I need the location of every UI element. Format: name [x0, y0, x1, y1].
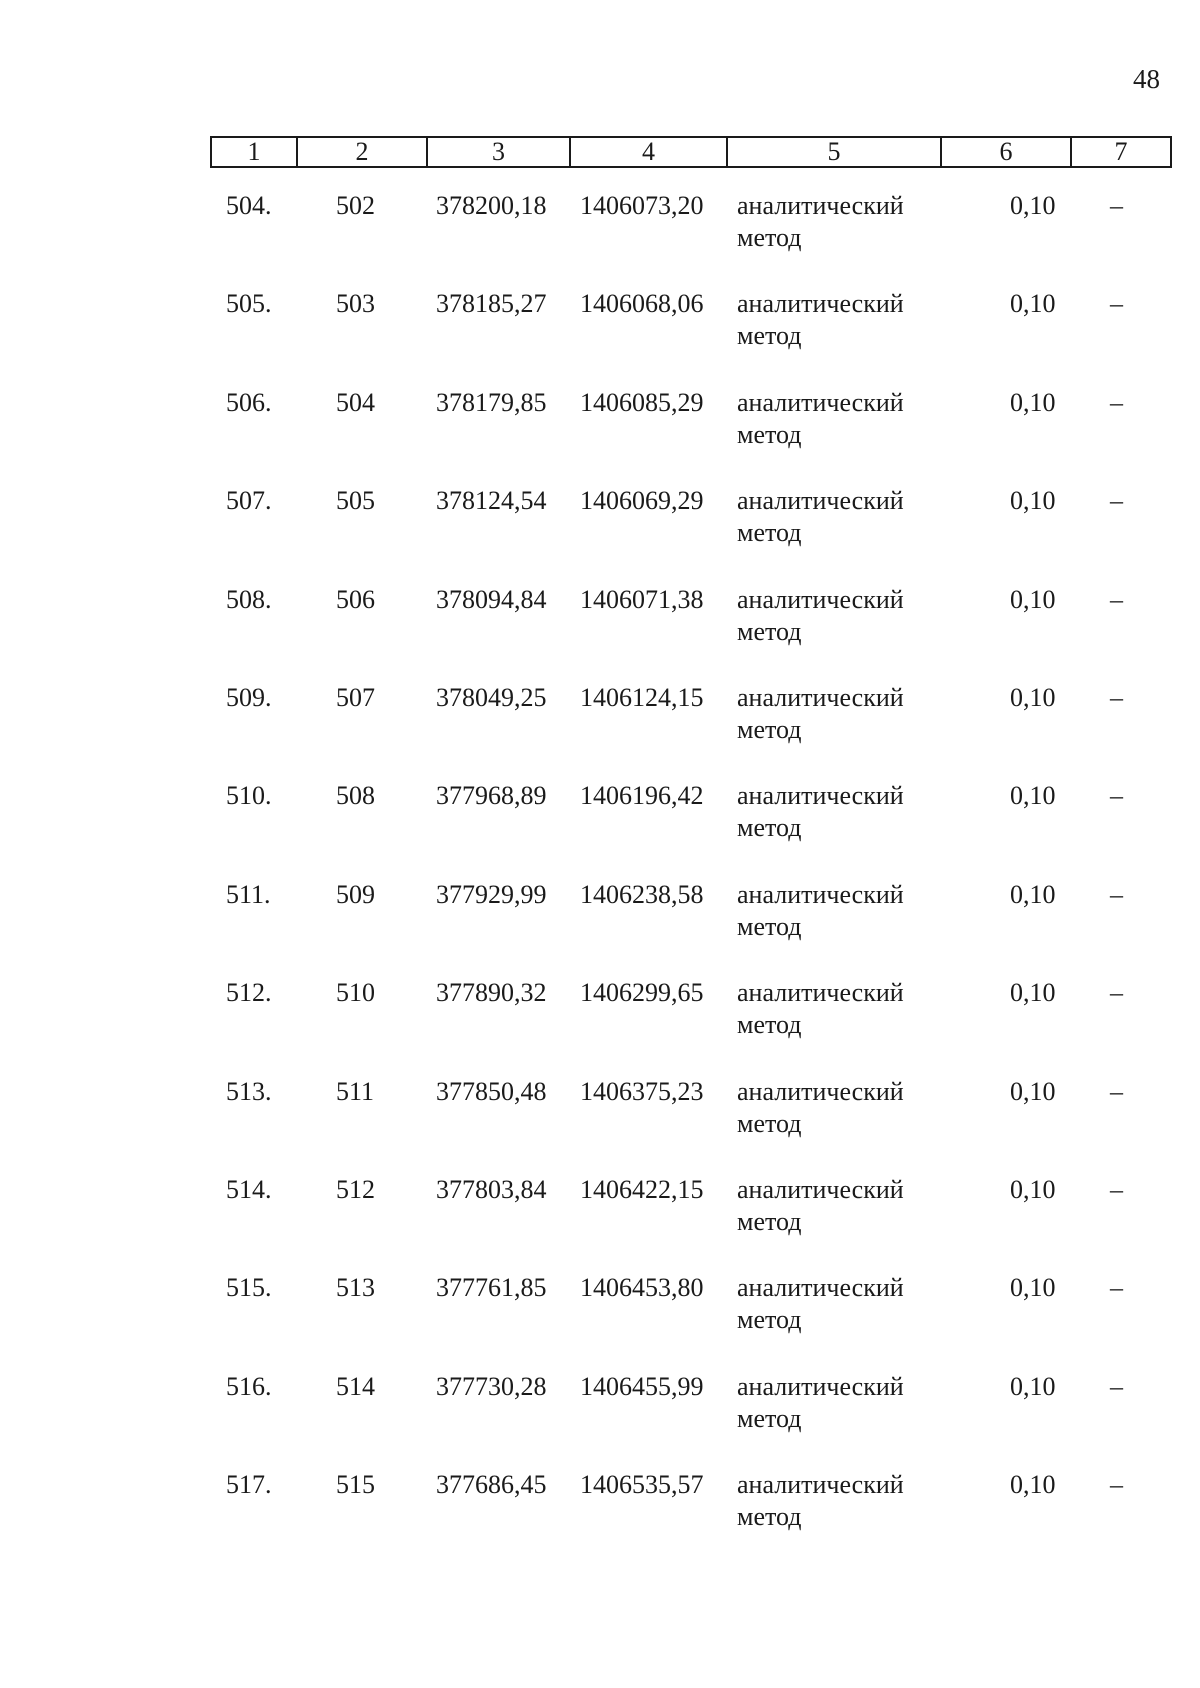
y-coordinate: 1406068,06: [580, 289, 704, 319]
note-dash: –: [1110, 1371, 1123, 1401]
accuracy-value: 0,10: [1010, 584, 1056, 614]
method-text: аналитический: [737, 486, 904, 516]
method-cell: [737, 1469, 904, 1533]
method-text: метод: [737, 1206, 802, 1236]
accuracy-value: 0,10: [1010, 191, 1056, 220]
note-dash: –: [1110, 1076, 1123, 1106]
accuracy-value: 0,10: [1010, 289, 1056, 319]
y-coordinate: 1406455,99: [580, 1371, 704, 1401]
method-cell: [737, 288, 904, 352]
method-text: метод: [737, 1502, 802, 1532]
y-coordinate: 1406196,42: [580, 781, 704, 811]
method-text: метод: [737, 1108, 802, 1138]
table-row: [210, 584, 1172, 682]
point-number: 510: [336, 978, 375, 1008]
point-number: 513: [336, 1273, 375, 1303]
method-text: аналитический: [737, 682, 904, 712]
point-number: 512: [336, 1174, 375, 1204]
point-number: 514: [336, 1371, 375, 1401]
method-text: метод: [737, 714, 802, 744]
accuracy-value: 0,10: [1010, 1076, 1056, 1106]
note-dash: –: [1110, 387, 1123, 417]
table-row: [210, 190, 1172, 288]
y-coordinate: 1406453,80: [580, 1273, 704, 1303]
method-text: аналитический: [737, 781, 904, 811]
method-text: метод: [737, 518, 802, 548]
note-dash: –: [1110, 1273, 1123, 1303]
x-coordinate: 378124,54: [436, 486, 547, 516]
x-coordinate: 377929,99: [436, 879, 547, 909]
method-text: аналитический: [737, 387, 904, 417]
accuracy-value: 0,10: [1010, 1273, 1056, 1303]
x-coordinate: 378094,84: [436, 584, 547, 614]
y-coordinate: 1406535,57: [580, 1470, 704, 1500]
point-number: 504: [336, 387, 375, 417]
table-row: [210, 780, 1172, 878]
row-number: 504.: [226, 191, 272, 220]
point-number: 502: [336, 191, 375, 220]
y-coordinate: 1406375,23: [580, 1076, 704, 1106]
note-dash: –: [1110, 781, 1123, 811]
method-text: метод: [737, 911, 802, 941]
method-text: аналитический: [737, 191, 904, 220]
y-coordinate: 1406299,65: [580, 978, 704, 1008]
point-number: 509: [336, 879, 375, 909]
page-number: 48: [1133, 64, 1160, 94]
row-number: 506.: [226, 387, 272, 417]
method-cell: [737, 682, 904, 746]
table-row: [210, 977, 1172, 1075]
method-text: аналитический: [737, 1371, 904, 1401]
row-number: 505.: [226, 289, 272, 319]
table-row: [210, 288, 1172, 386]
method-text: аналитический: [737, 289, 904, 319]
row-number: 512.: [226, 978, 272, 1008]
method-text: аналитический: [737, 1273, 904, 1303]
table-row: [210, 485, 1172, 583]
table-row: [210, 1272, 1172, 1370]
method-cell: [737, 190, 904, 254]
method-cell: [737, 780, 904, 844]
note-dash: –: [1110, 978, 1123, 1008]
method-text: аналитический: [737, 879, 904, 909]
accuracy-value: 0,10: [1010, 781, 1056, 811]
y-coordinate: 1406238,58: [580, 879, 704, 909]
header-cell-5: 5: [728, 138, 942, 166]
x-coordinate: 377968,89: [436, 781, 547, 811]
table-row: [210, 1076, 1172, 1174]
method-cell: [737, 1174, 904, 1238]
x-coordinate: 377686,45: [436, 1470, 547, 1500]
y-coordinate: 1406085,29: [580, 387, 704, 417]
method-text: метод: [737, 1010, 802, 1040]
note-dash: –: [1110, 1470, 1123, 1500]
table-row: [210, 387, 1172, 485]
method-text: метод: [737, 1305, 802, 1335]
method-text: аналитический: [737, 1076, 904, 1106]
point-number: 511: [336, 1076, 375, 1106]
method-text: метод: [737, 419, 802, 449]
column-number-header: [210, 136, 1172, 168]
x-coordinate: 378049,25: [436, 682, 547, 712]
method-cell: [737, 879, 904, 943]
method-cell: [737, 584, 904, 648]
header-cell-3: 3: [428, 138, 571, 166]
accuracy-value: 0,10: [1010, 682, 1056, 712]
method-text: метод: [737, 813, 802, 843]
y-coordinate: 1406071,38: [580, 584, 704, 614]
row-number: 507.: [226, 486, 272, 516]
accuracy-value: 0,10: [1010, 1174, 1056, 1204]
note-dash: –: [1110, 486, 1123, 516]
x-coordinate: 377850,48: [436, 1076, 547, 1106]
header-cell-7: 7: [1114, 137, 1128, 166]
method-cell: [737, 977, 904, 1041]
table-row: [210, 879, 1172, 977]
row-number: 517.: [226, 1470, 272, 1500]
header-cell-6: 6: [942, 138, 1072, 166]
method-cell: [737, 485, 904, 549]
note-dash: –: [1110, 584, 1123, 614]
note-dash: –: [1110, 1174, 1123, 1204]
method-text: метод: [737, 223, 802, 252]
table-row: [210, 1469, 1172, 1567]
method-cell: [737, 1371, 904, 1435]
y-coordinate: 1406073,20: [580, 191, 704, 220]
x-coordinate: 378200,18: [436, 191, 547, 220]
method-text: метод: [737, 616, 802, 646]
table-row: [210, 1371, 1172, 1469]
accuracy-value: 0,10: [1010, 1470, 1056, 1500]
accuracy-value: 0,10: [1010, 387, 1056, 417]
header-cell-4: 4: [571, 138, 728, 166]
point-number: 515: [336, 1470, 375, 1500]
row-number: 509.: [226, 682, 272, 712]
method-text: аналитический: [737, 978, 904, 1008]
x-coordinate: 377803,84: [436, 1174, 547, 1204]
method-text: метод: [737, 1403, 802, 1433]
method-cell: [737, 1272, 904, 1336]
header-cell-2: 2: [298, 138, 428, 166]
x-coordinate: 378185,27: [436, 289, 547, 319]
point-number: 507: [336, 682, 375, 712]
accuracy-value: 0,10: [1010, 1371, 1056, 1401]
row-number: 515.: [226, 1273, 272, 1303]
accuracy-value: 0,10: [1010, 486, 1056, 516]
point-number: 506: [336, 584, 375, 614]
method-cell: [737, 387, 904, 451]
x-coordinate: 378179,85: [436, 387, 547, 417]
accuracy-value: 0,10: [1010, 879, 1056, 909]
table-row: [210, 1174, 1172, 1272]
y-coordinate: 1406069,29: [580, 486, 704, 516]
note-dash: –: [1110, 289, 1123, 319]
row-number: 508.: [226, 584, 272, 614]
row-number: 510.: [226, 781, 272, 811]
method-text: метод: [737, 321, 802, 351]
note-dash: –: [1110, 879, 1123, 909]
header-cell-1: 1: [212, 138, 298, 166]
row-number: 511.: [226, 879, 271, 909]
x-coordinate: 377761,85: [436, 1273, 547, 1303]
method-text: аналитический: [737, 584, 904, 614]
accuracy-value: 0,10: [1010, 978, 1056, 1008]
point-number: 503: [336, 289, 375, 319]
row-number: 514.: [226, 1174, 272, 1204]
row-number: 513.: [226, 1076, 272, 1106]
coordinates-table-body: [210, 190, 1172, 1567]
note-dash: –: [1110, 191, 1123, 220]
row-number: 516.: [226, 1371, 272, 1401]
y-coordinate: 1406124,15: [580, 682, 704, 712]
point-number: 505: [336, 486, 375, 516]
table-row: [210, 682, 1172, 780]
method-cell: [737, 1076, 904, 1140]
x-coordinate: 377730,28: [436, 1371, 547, 1401]
y-coordinate: 1406422,15: [580, 1174, 704, 1204]
point-number: 508: [336, 781, 375, 811]
method-text: аналитический: [737, 1470, 904, 1500]
note-dash: –: [1110, 682, 1123, 712]
x-coordinate: 377890,32: [436, 978, 547, 1008]
method-text: аналитический: [737, 1174, 904, 1204]
